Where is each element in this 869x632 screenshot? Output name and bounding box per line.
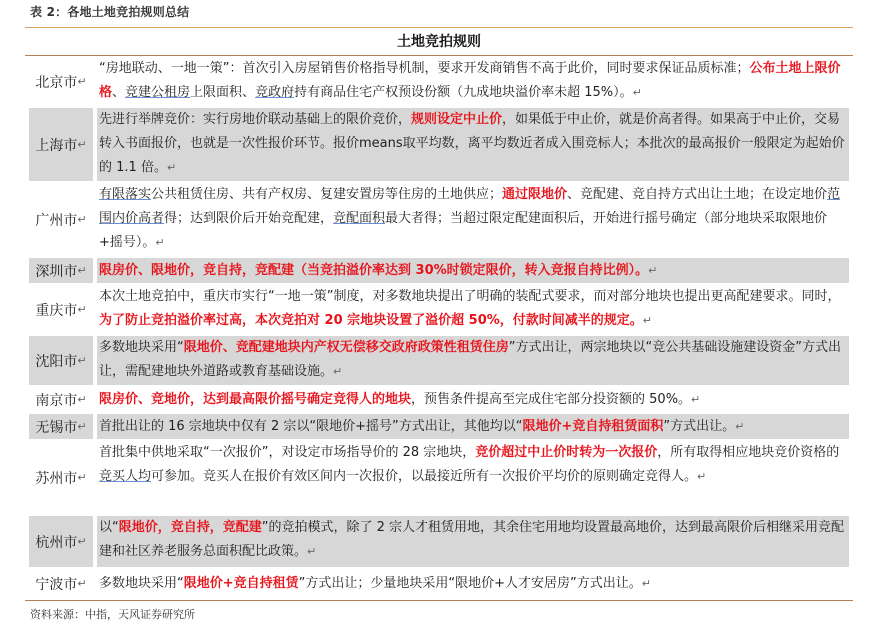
underlined-text: 竞配面积 [333, 211, 386, 226]
text-segment: ，预售条件提高至完成住宅部分投资额的 50%。 [411, 392, 692, 407]
text-segment: ”方式出让。 [663, 419, 736, 434]
table-row [25, 57, 853, 107]
return-mark: ↵ [166, 161, 177, 174]
text-segment: 多数地块采用“ [99, 576, 184, 591]
rule-text [97, 183, 849, 256]
text-segment: 首批出让的 16 宗地块中仅有 2 宗以“限地价+摇号”方式出让，其他均以“ [99, 419, 523, 434]
header-divider [25, 55, 853, 56]
return-mark: ↵ [77, 577, 87, 590]
table-row [25, 336, 853, 386]
text-segment: 首批集中供地采取“一次报价”，对设定市场指导价的 28 宗地块， [99, 445, 476, 460]
table-row [25, 285, 853, 335]
underlined-text: 竞建公租房 [125, 85, 191, 100]
table-row [25, 108, 853, 182]
highlight-text: 限地价，竞自持，竞配建 [118, 520, 262, 535]
rule-text [97, 569, 849, 598]
return-mark: ↵ [307, 545, 317, 558]
return-mark: ↵ [735, 420, 745, 433]
return-mark: ↵ [77, 213, 87, 226]
text-segment: 持有商品住宅产权预设份额（九成地块溢价率未超 15%）。 [294, 85, 633, 100]
highlight-text: 通过限地价 [502, 187, 568, 202]
table-row [25, 414, 853, 440]
bottom-divider [25, 600, 853, 601]
underlined-text: 竞买人均 [99, 469, 152, 484]
city-name: 沈阳市 ↵ [29, 336, 93, 385]
text-segment: 、 [112, 85, 126, 100]
city-name: 南京市 ↵ [35, 392, 87, 409]
table-row [25, 441, 853, 515]
text-segment: 先进行举牌竞价：实行房地价联动基础上的限价竞价， [99, 112, 412, 127]
rule-text [97, 516, 849, 567]
table-row [25, 569, 853, 599]
city-name: 无锡市 ↵ [29, 414, 93, 439]
return-mark: ↵ [641, 577, 651, 590]
highlight-text: 限地价+竞自持租赁 [183, 576, 299, 591]
table-caption: 表 2：各地土地竞拍规则总结 [30, 5, 190, 19]
return-mark: ↵ [697, 470, 707, 483]
return-mark: ↵ [77, 138, 87, 151]
rule-text [97, 285, 849, 334]
city-name: 苏州市 ↵ [35, 470, 87, 487]
table-row [25, 183, 853, 257]
top-divider [25, 27, 853, 28]
return-mark: ↵ [77, 393, 87, 406]
text-segment: 公共租赁住房、共有产权房、复建安置房等住房的土地供应； [151, 187, 503, 202]
text-segment: ”方式出让；少量地块采用“限地价+人才安居房”方式出让。 [298, 576, 642, 591]
table-header: 土地竞拍规则 [397, 34, 481, 50]
text-segment: 、竞配建、竞自持方式出让土地；在设定地价 [567, 187, 828, 202]
table-row [25, 516, 853, 568]
text-segment: ，如果低于中止价，就是价高者得。如果高于中止价，交易转入书面报价，也就是一次性报价环节。报价means取平均数，离平均数近者成入围竞标人；本批次的最高报价一般限定为起始价的 1.1 倍。 [99, 112, 845, 175]
text-segment: 上限面积、 [190, 85, 256, 100]
rule-text [97, 258, 849, 283]
text-segment: 可参加。竞买人在报价有效区间内一次报价，以最接近所有一次报价平均价的原则确定竞得人。 [151, 469, 698, 484]
city-name: 广州市 ↵ [35, 212, 87, 229]
city-name: 上海市 ↵ [29, 108, 93, 181]
city-name: 杭州市 ↵ [29, 516, 93, 567]
city-name: 北京市 ↵ [35, 74, 87, 91]
table-row [25, 258, 853, 284]
return-mark: ↵ [691, 393, 701, 406]
text-segment: 本次土地竞拍中，重庆市实行“一地一策”制度，对多数地块提出了明确的装配式要求，而对部分地块也提出更高配建要求。同时， [99, 289, 841, 304]
highlight-text: 为了防止竞拍溢价率过高，本次竞拍对 20 宗地块设置了溢价超 50%，付款时间减半的规定。 [99, 313, 643, 328]
return-mark: ↵ [648, 264, 658, 277]
return-mark: ↵ [77, 264, 87, 277]
return-mark: ↵ [77, 471, 87, 484]
rule-text [97, 57, 849, 106]
text-segment: ，所有取得相应地块竞价资格的 [657, 445, 840, 460]
return-mark: ↵ [632, 86, 642, 99]
return-mark: ↵ [77, 75, 87, 88]
rule-text [97, 108, 849, 181]
table-row [25, 387, 853, 413]
return-mark: ↵ [77, 535, 87, 548]
text-segment: 多数地块采用“ [99, 340, 184, 355]
return-mark: ↵ [77, 303, 87, 316]
rule-text [97, 441, 849, 514]
return-mark: ↵ [77, 354, 87, 367]
text-segment: ”方式出让，两宗地块以“竞公共基础设施建设资金”方式出让，需配建地块外道路或教育基础设施。 [99, 340, 841, 379]
rule-text [97, 387, 849, 412]
return-mark: ↵ [333, 365, 343, 378]
rule-text [97, 336, 849, 385]
highlight-text: 规则设定中止价 [411, 112, 503, 127]
underlined-text: 有限落实 [99, 187, 152, 202]
highlight-text: 限房价、竞地价，达到最高限价摇号确定竞得人的地块 [99, 392, 412, 407]
highlight-text: 限地价+竞自持租赁面积 [522, 419, 664, 434]
return-mark: ↵ [642, 314, 653, 327]
text-segment: “房地联动、一地一策”：首次引入房屋销售价格指导机制，要求开发商销售不高于此价，同时要求保证品质标准； [99, 61, 750, 76]
text-segment: 最大者得；当超过限定配建面积后，开始进行摇号确定（部分地块采取限地价+摇号）。 [99, 211, 828, 250]
highlight-text: 公布土地上限价格 [99, 61, 841, 100]
city-name: 重庆市 ↵ [35, 302, 87, 319]
text-segment: 得；达到限价后开始竞配建， [164, 211, 334, 226]
text-segment: ”的竞拍模式，除了 2 宗人才租赁用地，其余住宅用地均设置最高地价，达到最高限价后相继采用竞配建和社区养老服务总面积配比政策。 [99, 520, 845, 559]
return-mark: ↵ [77, 420, 87, 433]
highlight-text: 限房价、限地价，竞自持，竞配建（当竞拍溢价率达到 30%时锁定限价，转入竞报自持比例）。 [99, 263, 649, 278]
city-name: 深圳市 ↵ [29, 258, 93, 283]
text-segment: 以“ [99, 520, 119, 535]
highlight-text: 限地价、竞配建地块内产权无偿移交政府政策性租赁住房 [183, 340, 509, 355]
return-mark: ↵ [155, 236, 165, 249]
city-name: 宁波市 ↵ [35, 576, 87, 593]
underlined-text: 范围内价高者 [99, 187, 841, 226]
rule-text [97, 414, 849, 439]
highlight-text: 竞价超过中止价时转为一次报价 [475, 445, 658, 460]
source-note: 资料来源：中指，天风证券研究所 [30, 608, 195, 621]
underlined-text: 竞政府 [255, 85, 295, 100]
